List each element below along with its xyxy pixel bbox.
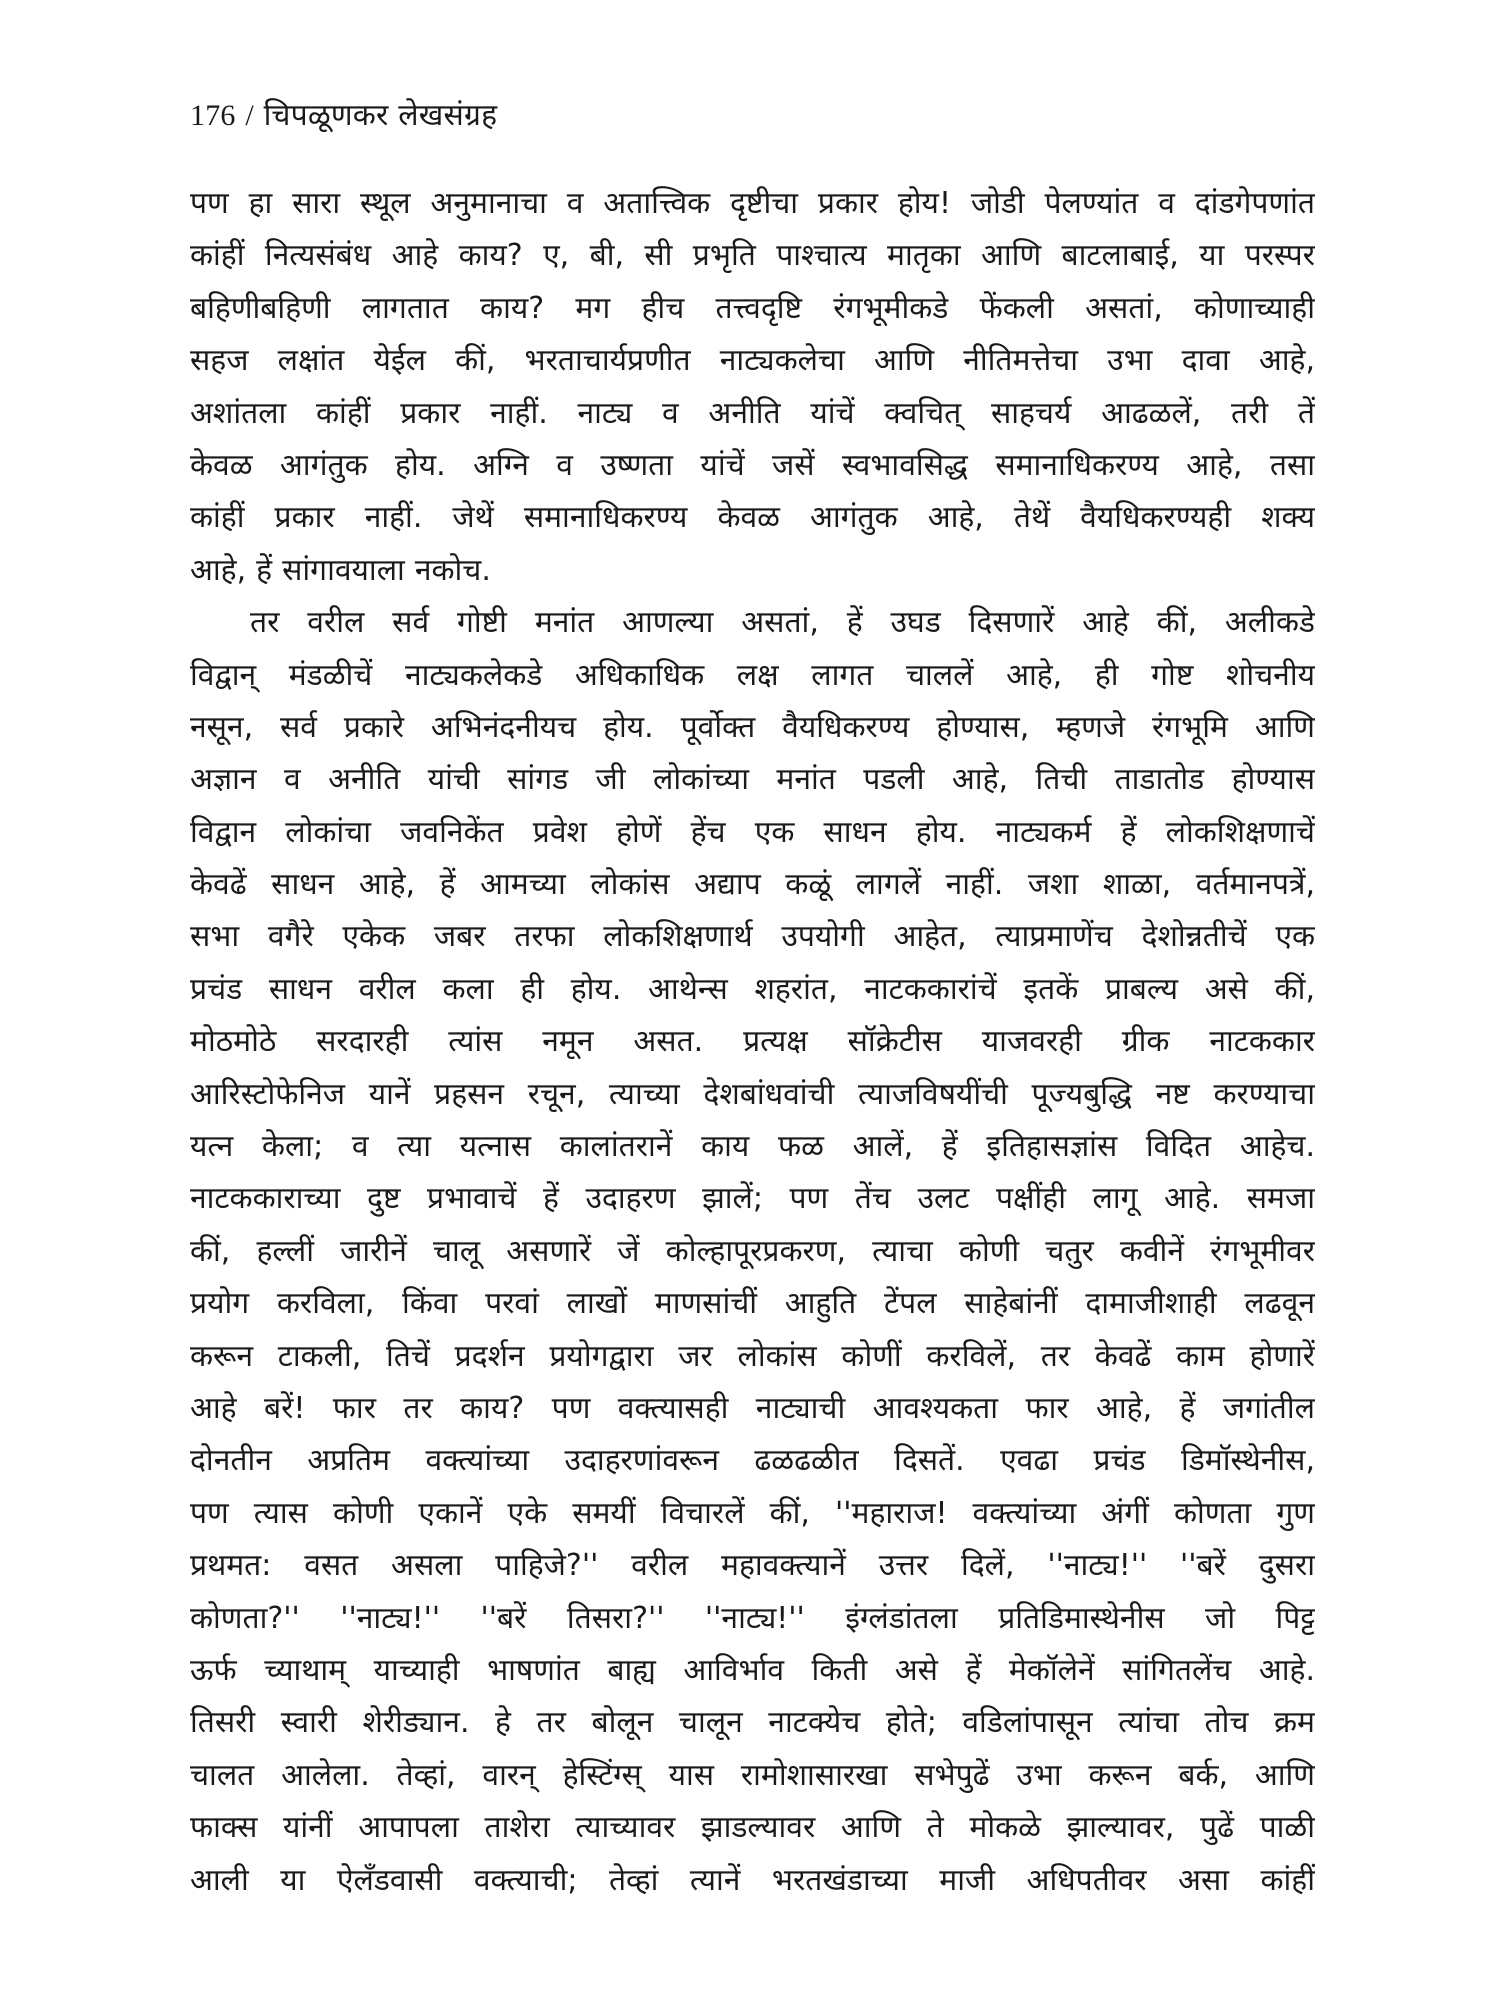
text-line: सहज लक्षांत येईल कीं, भरताचार्यप्रणीत नाट्यकलेचा आणि नीतिमत्तेचा उभा दावा आहे, xyxy=(190,343,1315,379)
paragraph xyxy=(190,178,1315,597)
text-line: अशांतला कांहीं प्रकार नाहीं. नाट्य व अनीति यांचें क्वचित् साहचर्य आढळलें, तरी तें xyxy=(190,395,1315,431)
text-line: प्रचंड साधन वरील कला ही होय. आथेन्स शहरांत, नाटककारांचें इतकें प्राबल्य असे कीं, xyxy=(190,971,1315,1007)
text-line: यत्न केला; व त्या यत्नास कालांतरानें काय फळ आलें, हें इतिहासज्ञांस विदित आहेच. xyxy=(190,1129,1315,1165)
text-line: तिसरी स्वारी शेरीड्यान. हे तर बोलून चालून नाटक्येच होते; वडिलांपासून त्यांचा तोच क्रम xyxy=(190,1705,1315,1741)
page-number: 176 xyxy=(190,99,236,132)
text-line: आली या ऐलॅंडवासी वक्त्याची; तेव्हां त्यानें भरतखंडाच्या माजी अधिपतीवर असा कांहीं xyxy=(190,1862,1315,1898)
text-line: चालत आलेला. तेव्हां, वारन् हेस्टिंग्स् यास रामोशासारखा सभेपुढें उभा करून बर्क, आणि xyxy=(190,1757,1315,1793)
running-head xyxy=(190,96,1290,136)
text-line: नसून, सर्व प्रकारे अभिनंदनीयच होय. पूर्वोक्त वैयधिकरण्य होण्यास, म्हणजे रंगभूमि आणि xyxy=(190,709,1315,745)
text-line: केवळ आगंतुक होय. अग्नि व उष्णता यांचें जसें स्वभावसिद्ध समानाधिकरण्य आहे, तसा xyxy=(190,447,1315,483)
body-text xyxy=(190,178,1315,1907)
book-title: चिपळूणकर लेखसंग्रह xyxy=(263,98,498,133)
text-line: आहे, हें सांगावयाला नकोच. xyxy=(190,552,491,588)
text-line: तर वरील सर्व गोष्टी मनांत आणल्या असतां, हें उघड दिसणारें आहे कीं, अलीकडे xyxy=(250,605,1315,641)
text-line: प्रयोग करविला, किंवा परवां लाखों माणसांचीं आहुति टेंपल साहेबांनीं दामाजीशाही लढवून xyxy=(190,1286,1315,1322)
text-line: सभा वगैरे एकेक जबर तरफा लोकशिक्षणार्थ उपयोगी आहेत, त्याप्रमाणेंच देशोन्नतीचें एक xyxy=(190,919,1315,955)
text-line: विद्वान् मंडळीचें नाट्यकलेकडे अधिकाधिक लक्ष लागत चाललें आहे, ही गोष्ट शोचनीय xyxy=(190,657,1315,693)
text-line: अज्ञान व अनीति यांची सांगड जी लोकांच्या मनांत पडली आहे, तिची ताडातोड होण्यास xyxy=(190,762,1315,798)
text-line: कोणता?'' ''नाट्य!'' ''बरें तिसरा?'' ''नाट्य!'' इंग्लंडांतला प्रतिडिमास्थेनीस जो पिट्ट xyxy=(190,1600,1315,1636)
text-line: फाक्स यांनीं आपापला ताशेरा त्याच्यावर झाडल्यावर आणि ते मोकळे झाल्यावर, पुढें पाळी xyxy=(190,1810,1315,1846)
text-line: कांहीं नित्यसंबंध आहे काय? ए, बी, सी प्रभृति पाश्चात्य मातृका आणि बाटलाबाई, या परस्पर xyxy=(190,238,1315,274)
head-separator: / xyxy=(245,99,254,132)
text-line: पण त्यास कोणी एकानें एके समयीं विचारलें कीं, ''महाराज! वक्त्यांच्या अंगीं कोणता गुण xyxy=(190,1495,1315,1531)
text-line: आरिस्टोफेनिज यानें प्रहसन रचून, त्याच्या देशबांधवांची त्याजविषयींची पूज्यबुद्धि नष्ट करण्याचा xyxy=(190,1076,1315,1112)
text-line: पण हा सारा स्थूल अनुमानाचा व अतात्त्विक दृष्टीचा प्रकार होय! जोडी पेलण्यांत व दांडगेपणांत xyxy=(190,186,1315,221)
text-line: मोठमोठे सरदारही त्यांस नमून असत. प्रत्यक्ष सॉक्रेटीस याजवरही ग्रीक नाटककार xyxy=(190,1024,1315,1060)
text-line: केवढें साधन आहे, हें आमच्या लोकांस अद्याप कळूं लागलें नाहीं. जशा शाळा, वर्तमानपत्रें, xyxy=(190,867,1315,903)
text-line: करून टाकली, तिचें प्रदर्शन प्रयोगद्वारा जर लोकांस कोणीं करविलें, तर केवढें काम होणारें xyxy=(190,1338,1315,1374)
text-line: कांहीं प्रकार नाहीं. जेथें समानाधिकरण्य केवळ आगंतुक आहे, तेथें वैयधिकरण्यही शक्य xyxy=(190,500,1315,536)
paragraph xyxy=(190,597,1315,1907)
text-line: दोनतीन अप्रतिम वक्त्यांच्या उदाहरणांवरून ढळढळीत दिसतें. एवढा प्रचंड डिमॉस्थेनीस, xyxy=(190,1443,1315,1479)
text-line: बहिणीबहिणी लागतात काय? मग हीच तत्त्वदृष्टि रंगभूमीकडे फेंकली असतां, कोणाच्याही xyxy=(190,290,1315,326)
text-line: नाटककाराच्या दुष्ट प्रभावाचें हें उदाहरण झालें; पण तेंच उलट पक्षींही लागू आहे. समजा xyxy=(190,1181,1315,1217)
text-line: विद्वान लोकांचा जवनिकेंत प्रवेश होणें हेंच एक साधन होय. नाट्यकर्म हें लोकशिक्षणाचें xyxy=(190,814,1315,850)
text-line: आहे बरें! फार तर काय? पण वक्त्यासही नाट्याची आवश्यकता फार आहे, हें जगांतील xyxy=(190,1390,1315,1426)
text-line: ऊर्फ च्याथाम् याच्याही भाषणांत बाह्य आविर्भाव किती असे हें मेकॉलेनें सांगितलेंच आहे. xyxy=(190,1652,1315,1688)
text-line: कीं, हल्लीं जारीनें चालू असणारें जें कोल्हापूरप्रकरण, त्याचा कोणी चतुर कवीनें रंगभूमीवर xyxy=(190,1233,1315,1269)
text-line: प्रथमत: वसत असला पाहिजे?'' वरील महावक्त्यानें उत्तर दिलें, ''नाट्य!'' ''बरें दुसरा xyxy=(190,1548,1315,1584)
